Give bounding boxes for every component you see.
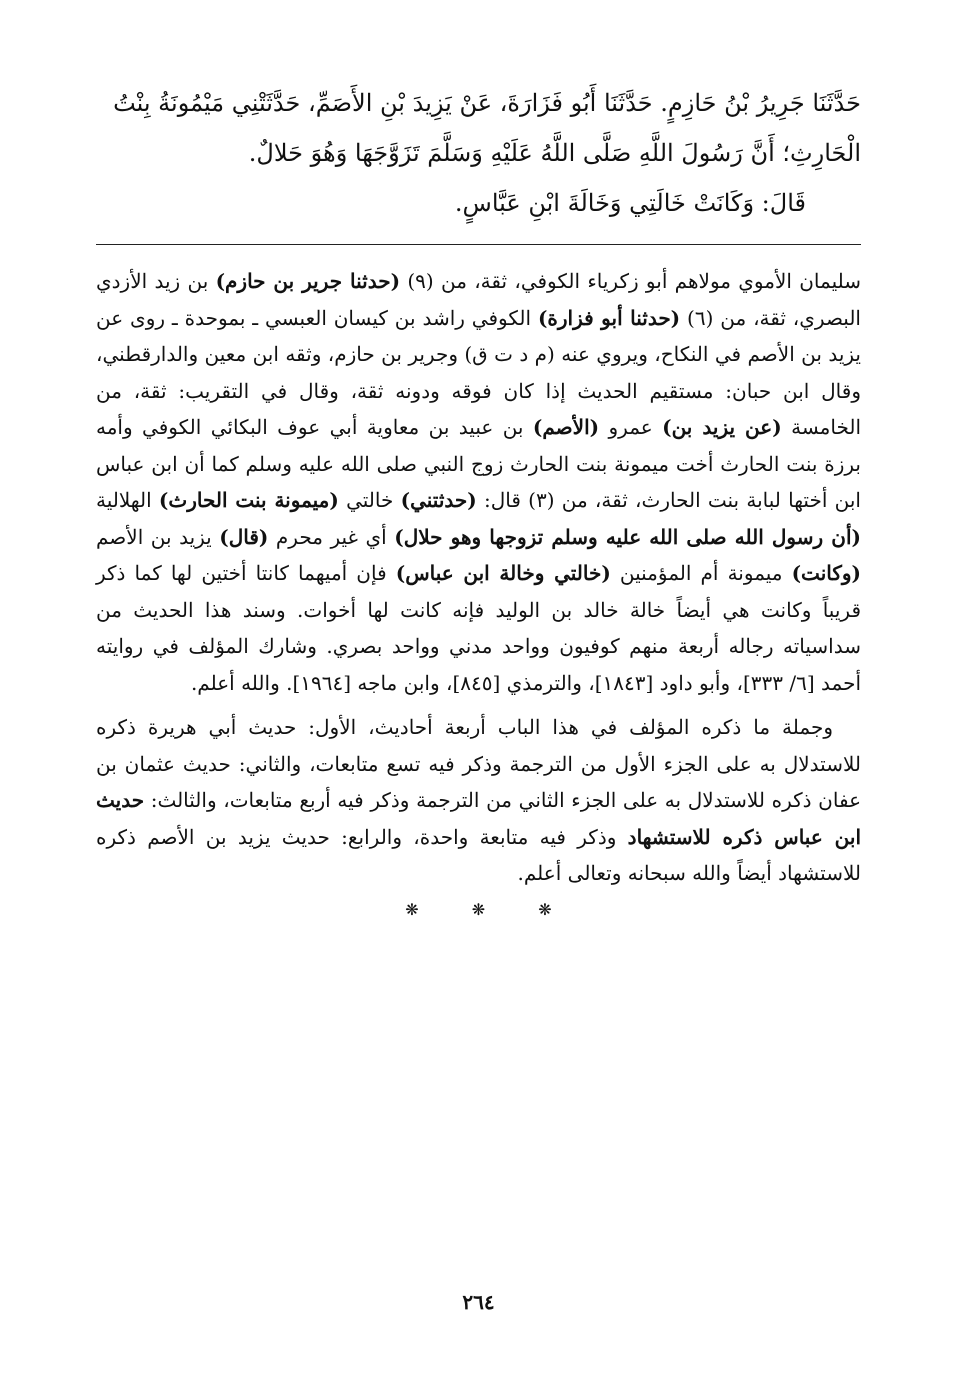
summary-paragraph — [96, 709, 861, 892]
hadith-line-3: قَالَ: وَكَانَتْ خَالَتِي وَخَالَةَ ابْنِ عَبَّاسٍ. — [454, 189, 806, 217]
commentary-text: أي غير محرم — [268, 524, 395, 549]
commentary-text: الكوفي راشد بن كيسان العبسي ـ بموحدة ـ روى عن يزيد بن الأصم في النكاح، ويروي عنه (م د ت ق) وجرير بن حازم، وثقه ابن معين والدارقطني، وقال ابن حبان: مستقيم الحديث إذا كان فوقه ودونه ثقة، وقال في التقريب: ثقة، من الخامسة — [96, 305, 862, 439]
commentary-paragraph — [96, 263, 861, 701]
commentary-text: سليمان الأموي مولاهم أبو زكرياء الكوفي، ثقة، من (٩) — [400, 269, 861, 293]
commentary-text: ميمونة أم المؤمنين — [610, 561, 792, 585]
summary-emphasis: حديث ابن عباس ذكره للاستشهاد — [96, 788, 861, 849]
commentary-quote: (عن يزيد بن) — [662, 415, 782, 439]
commentary-text: بن زيد الأزدي البصري، ثقة، من (٦) — [96, 269, 861, 330]
commentary-text: خالتي — [338, 488, 401, 512]
hadith-line-2: الْحَارِثِ؛ أَنَّ رَسُولَ اللَّهِ صَلَّى اللَّهُ عَلَيْهِ وَسَلَّمَ تَزَوَّجَهَا وَهُوَ حَلالٌ. — [248, 139, 861, 167]
commentary-quote: (حدثنا أبو فزارة) — [537, 305, 681, 330]
commentary-text: بن عبيد بن معاوية أبي عوف البكائي الكوفي وأمه برزة بنت الحارث أخت ميمونة بنت الحارث زوج النبي صلى الله عليه وسلم كما أن ابن عباس ابن أختها لبابة بنت الحارث، ثقة، من (٣) قال: — [96, 415, 861, 512]
summary-text: وذكر فيه متابعة واحدة، والرابع: حديث يزيد بن الأصم ذكره للاستشهاد أيضاً والله سبحانه وتعالى أعلم. — [96, 824, 861, 885]
commentary-quote: (وكانت) — [791, 561, 861, 585]
commentary-text: يزيد بن الأصم — [96, 524, 220, 549]
commentary-quote: (خالتي وخالة ابن عباس) — [395, 561, 611, 585]
section-divider — [96, 244, 861, 245]
section-end-ornament: ❋ ❋ ❋ — [405, 899, 576, 919]
commentary-quote: (حدثتني) — [400, 488, 477, 512]
commentary-quote: (ميمونة بنت الحارث) — [158, 488, 339, 512]
commentary-quote: (أن رسول الله صلى الله عليه وسلم تزوجها وهو حلال) — [394, 524, 861, 549]
commentary-quote: (قال) — [219, 524, 269, 549]
page-number: ٢٦٤ — [462, 1290, 495, 1314]
commentary-text: عمرو — [599, 415, 663, 439]
commentary-quote: (الأصم) — [532, 415, 600, 439]
commentary-quote: (حدثنا جرير بن حازم) — [215, 269, 401, 293]
page-body — [96, 78, 861, 919]
commentary-text: الهلالية — [96, 488, 159, 512]
summary-text: وجملة ما ذكره المؤلف في هذا الباب أربعة أحاديث، الأول: حديث أبي هريرة ذكره للاستدلال به على الجزء الأول من الترجمة وذكر فيه تسع متابعات، والثاني: حديث عثمان بن عفان ذكره للاستدلال به على الجزء الثاني من الترجمة وذكر فيه أربع متابعات، والثالث: — [96, 715, 861, 812]
hadith-text — [96, 78, 861, 228]
hadith-line-1: حَدَّثَنَا جَرِيرُ بْنُ حَازِمٍ. حَدَّثَنَا أَبُو فَزَارَةَ، عَنْ يَزِيدَ بْنِ الأَصَمِّ، حَدَّثَتْنِي مَيْمُونَةُ بِنْتُ — [113, 89, 861, 117]
commentary-text: فإن أميهما كانتا أختين لها كما ذكر قريباً وكانت هي أيضاً خالة خالد بن الوليد فإنه كانت لها أخوات. وسند هذا الحديث من سداسياته رجاله أربعة منهم كوفيون وواحد مدني وواحد بصري. وشارك المؤلف في روايته أحمد [٦/ ٣٣٣]، وأبو داود [١٨٤٣]، والترمذي [٨٤٥]، وابن ماجه [١٩٦٤]. والله أعلم. — [96, 561, 861, 695]
